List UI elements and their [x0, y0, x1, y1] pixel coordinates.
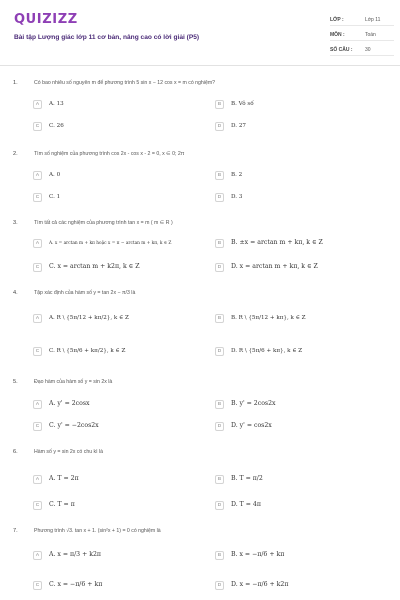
answer-option[interactable]: [215, 474, 385, 486]
option-text: D. y' = cos2x: [231, 422, 272, 429]
option-letter: D: [215, 193, 224, 202]
option-letter: C: [33, 263, 42, 272]
meta-count: [330, 44, 394, 56]
option-letter: A: [33, 171, 42, 180]
meta-count-value: 30: [365, 47, 371, 53]
answer-option[interactable]: [33, 121, 203, 133]
meta-subject-label: MÔN :: [330, 32, 345, 38]
question-number: 7.: [13, 528, 18, 534]
answer-option[interactable]: [33, 99, 203, 111]
option-text: D. 3: [231, 194, 243, 200]
answer-option[interactable]: [215, 313, 385, 325]
question-text: Tìm số nghiệm của phương trình cos 2x - cos x - 2 = 0, x ∈ 0; 2π: [34, 151, 185, 157]
option-text: D. x = −π/6 + k2π: [231, 581, 289, 588]
option-letter: D: [215, 347, 224, 356]
answer-option[interactable]: [33, 170, 203, 182]
option-letter: B: [215, 171, 224, 180]
answer-option[interactable]: [215, 550, 385, 562]
option-letter: D: [215, 122, 224, 131]
answer-option[interactable]: [33, 238, 203, 250]
question-text: Tập xác định của hàm số y = tan 2x − π/3 là: [34, 290, 136, 296]
question-number: 4.: [13, 290, 18, 296]
meta-class: [330, 14, 394, 26]
option-letter: B: [215, 475, 224, 484]
option-letter: A: [33, 475, 42, 484]
answer-option[interactable]: [215, 399, 385, 411]
option-text: A. x = arctan m + kπ hoặc x = π − arctan m + kπ, k ∈ Z: [49, 241, 172, 246]
question-text: Có bao nhiêu số nguyên m để phương trình 5 sin x − 12 cos x = m có nghiệm?: [34, 80, 216, 86]
answer-option[interactable]: [215, 262, 385, 274]
answer-option[interactable]: [215, 346, 385, 358]
meta-subject-value: Toán: [365, 32, 376, 38]
answer-option[interactable]: [215, 421, 385, 433]
option-text: A. R \ {5π/12 + kπ/2}, k ∈ Z: [49, 315, 129, 321]
option-text: A. 0: [49, 172, 61, 178]
option-text: B. R \ {5π/12 + kπ}, k ∈ Z: [231, 315, 306, 321]
worksheet-header: [0, 0, 400, 66]
question-number: 3.: [13, 220, 18, 226]
option-text: D. x = arctan m + kπ, k ∈ Z: [231, 263, 318, 270]
question-number: 6.: [13, 449, 18, 455]
question-number: 5.: [13, 379, 18, 385]
option-text: A. y' = 2cosx: [49, 400, 90, 407]
option-text: A. x = π/3 + k2π: [49, 551, 101, 558]
option-text: C. y' = −2cos2x: [49, 422, 99, 429]
answer-option[interactable]: [33, 550, 203, 562]
option-letter: B: [215, 551, 224, 560]
answer-option[interactable]: [33, 580, 203, 592]
option-letter: B: [215, 100, 224, 109]
option-letter: A: [33, 314, 42, 323]
option-letter: C: [33, 193, 42, 202]
option-letter: D: [215, 422, 224, 431]
option-text: D. 27: [231, 123, 246, 129]
meta-count-label: SỐ CÂU :: [330, 47, 353, 53]
answer-option[interactable]: [33, 313, 203, 325]
option-text: B. y' = 2cos2x: [231, 400, 276, 407]
answer-option[interactable]: [33, 421, 203, 433]
answer-option[interactable]: [33, 192, 203, 204]
option-letter: A: [33, 100, 42, 109]
answer-option[interactable]: [215, 99, 385, 111]
option-letter: A: [33, 551, 42, 560]
option-text: B. ±x = arctan m + kπ, k ∈ Z: [231, 239, 323, 246]
option-text: C. T = π: [49, 501, 75, 508]
question-text: Hàm số y = sin 2x có chu kì là: [34, 449, 104, 455]
answer-option[interactable]: [33, 474, 203, 486]
answer-option[interactable]: [215, 192, 385, 204]
question-number: 2.: [13, 151, 18, 157]
option-letter: C: [33, 422, 42, 431]
answer-option[interactable]: [215, 121, 385, 133]
answer-option[interactable]: [33, 262, 203, 274]
option-letter: A: [33, 239, 42, 248]
option-text: C. R \ {5π/6 + kπ/2}, k ∈ Z: [49, 348, 126, 354]
option-letter: A: [33, 400, 42, 409]
option-letter: D: [215, 263, 224, 272]
option-letter: C: [33, 501, 42, 510]
answer-option[interactable]: [215, 580, 385, 592]
option-letter: C: [33, 347, 42, 356]
option-text: C. 26: [49, 123, 64, 129]
question-text: Tìm tất cả các nghiệm của phương trình tan x = m ( m ∈ R ): [34, 220, 173, 226]
option-text: B. x = −π/6 + kπ: [231, 551, 285, 558]
worksheet-title: Bài tập Lượng giác lớp 11 cơ bản, nâng cao có lời giải (P5): [14, 34, 200, 41]
answer-option[interactable]: [215, 500, 385, 512]
option-text: D. T = 4π: [231, 501, 261, 508]
option-letter: C: [33, 122, 42, 131]
option-text: A. 13: [49, 101, 64, 107]
option-letter: B: [215, 314, 224, 323]
option-text: C. x = −π/6 + kπ: [49, 581, 103, 588]
option-text: C. x = arctan m + k2π, k ∈ Z: [49, 263, 140, 270]
quizizz-logo[interactable]: QUIZIZZ: [14, 12, 78, 27]
meta-subject: [330, 29, 394, 41]
question-text: Phương trình √3. tan x + 1. (sin²x + 1) = 0 có nghiệm là: [34, 528, 161, 534]
answer-option[interactable]: [215, 170, 385, 182]
option-letter: D: [215, 581, 224, 590]
option-text: A. T = 2π: [49, 475, 79, 482]
option-letter: C: [33, 581, 42, 590]
option-letter: D: [215, 501, 224, 510]
option-text: B. 2: [231, 172, 243, 178]
answer-option[interactable]: [33, 346, 203, 358]
question-number: 1.: [13, 80, 18, 86]
answer-option[interactable]: [33, 399, 203, 411]
meta-class-label: LỚP :: [330, 17, 344, 23]
option-text: B. Vô số: [231, 101, 254, 107]
option-text: B. T = π/2: [231, 475, 263, 482]
option-letter: B: [215, 400, 224, 409]
meta-class-value: Lớp 11: [365, 17, 381, 23]
option-text: D. R \ {5π/6 + kπ}, k ∈ Z: [231, 348, 303, 354]
option-letter: B: [215, 239, 224, 248]
answer-option[interactable]: [215, 238, 385, 250]
option-text: C. 1: [49, 194, 61, 200]
question-text: Đạo hàm của hàm số y = sin 2x là: [34, 379, 113, 385]
answer-option[interactable]: [33, 500, 203, 512]
